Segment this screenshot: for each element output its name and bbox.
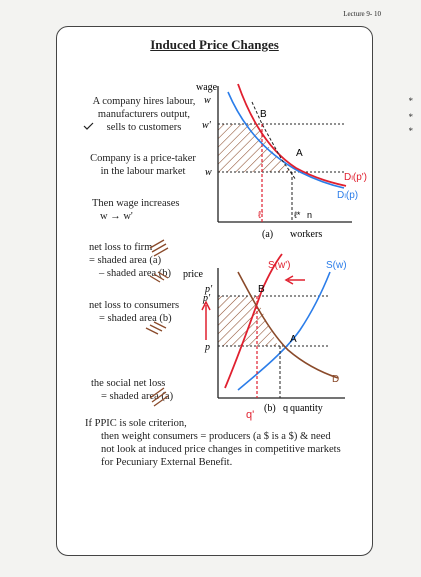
intro-line: A company hires labour, <box>92 96 196 107</box>
shaded-area-a <box>218 124 292 172</box>
margin-mark: * <box>408 112 413 122</box>
point-label-b: B <box>258 284 265 295</box>
curve-label-dl-p-prime: Dₗ(p') <box>344 172 368 183</box>
text-line: then weight consumers = producers (a $ is a $) & need <box>101 431 331 442</box>
text-line: = shaded area (a) <box>89 255 162 266</box>
text-line: = shaded area (b) <box>99 313 172 324</box>
tick-label-n: n <box>307 210 313 220</box>
text-line: net loss to firm <box>89 242 153 253</box>
caption-a: (a) <box>262 229 274 240</box>
text-line: w → w' <box>100 211 133 222</box>
text-line: not look at induced price changes in competitive markets <box>101 444 341 455</box>
curve-label-s-w-prime: S(w') <box>268 260 291 271</box>
tick-label-p-prime: p' <box>203 293 211 304</box>
curve-label-s-w: S(w) <box>326 260 347 271</box>
margin-mark: * <box>408 96 413 106</box>
point-label-b: B <box>260 109 267 120</box>
lecture-header: Lecture 9- 10 <box>343 10 381 18</box>
text-line: the social net loss <box>91 378 166 389</box>
tick-label-l-star: ℓ* <box>294 210 301 220</box>
hatch-swatch-b <box>150 272 168 282</box>
check-mark-icon <box>84 123 93 129</box>
intro-line: sells to customers <box>106 122 182 133</box>
point-label-a: A <box>296 148 303 159</box>
graph-a <box>218 84 352 222</box>
text-line: = shaded area (a) <box>101 391 174 402</box>
margin-mark: * <box>408 126 413 136</box>
text-line: net loss to consumers <box>89 300 180 311</box>
text-line: – shaded area (b) <box>99 268 172 279</box>
tick-label-w-prime: w' <box>202 120 211 131</box>
hatch-swatch-a <box>150 240 168 256</box>
tick-label-q: q <box>283 403 289 413</box>
text-line: in the labour market <box>100 166 186 177</box>
hatch-swatch-consumers <box>146 322 166 334</box>
axis-label-wage: wage <box>196 82 218 93</box>
point-label-a: A <box>290 334 297 345</box>
slide-title: Induced Price Changes <box>150 37 279 52</box>
tick-label-w: w <box>205 167 212 178</box>
text-line: Then wage increases <box>92 198 180 209</box>
hatch-swatch-social <box>150 388 168 406</box>
text-line: If PPIC is sole criterion, <box>85 418 187 429</box>
axis-label-price: price <box>183 269 203 280</box>
tick-label-q-prime: q' <box>246 409 255 421</box>
shaded-area-b <box>218 296 278 346</box>
intro-line: manufacturers output, <box>97 109 191 120</box>
graph-b <box>202 254 345 398</box>
curve-label-d: D <box>332 374 340 385</box>
caption-b: (b) <box>264 403 276 414</box>
tick-label-l-prime: ℓ' <box>258 210 264 221</box>
tick-label-p: p <box>205 342 210 353</box>
axis-label-workers: workers <box>290 229 323 240</box>
text-line: for Pecuniary External Benefit. <box>101 457 233 468</box>
curve-label-dl-p: Dₗ(p) <box>337 190 359 201</box>
axis-label-quantity: quantity <box>290 403 323 414</box>
tick-label-w-top: w <box>204 95 211 106</box>
text-line: Company is a price-taker <box>90 153 196 164</box>
tick-label-p-top: p' <box>205 284 213 295</box>
